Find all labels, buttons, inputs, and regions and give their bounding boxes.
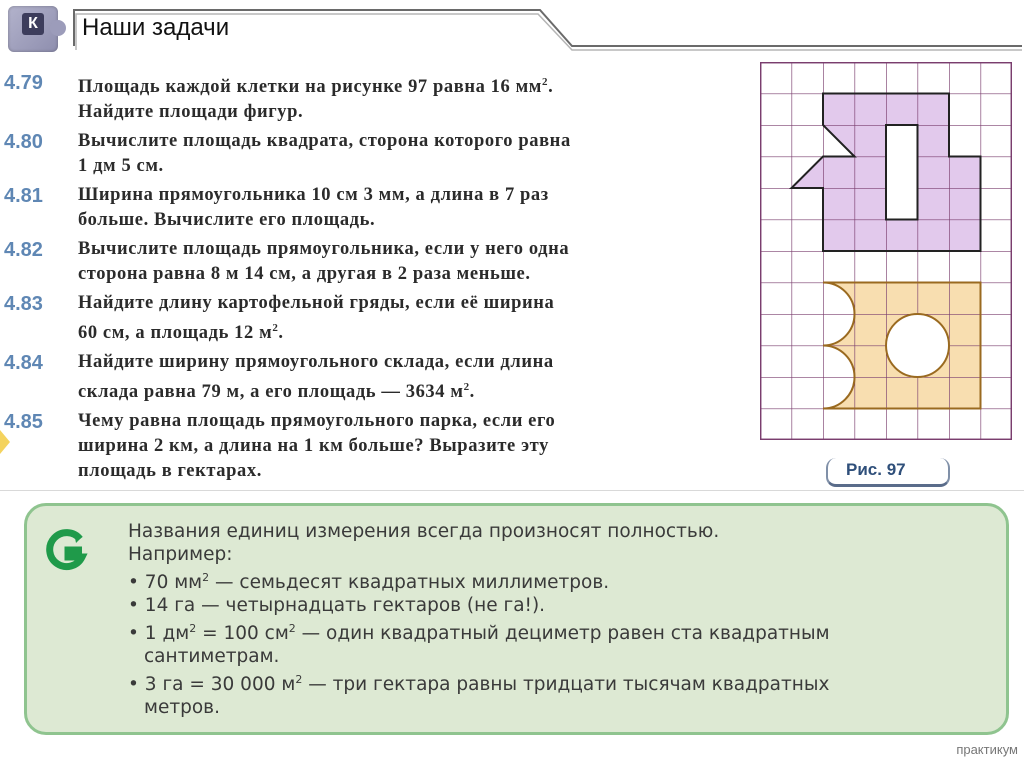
problem-line: Найдите длину картофельной гряды, если её ширина bbox=[78, 293, 555, 314]
problem-line: склада равна 79 м, а его площадь — 3634 м bbox=[78, 382, 464, 403]
superscript: 2 bbox=[541, 76, 549, 88]
punctuation: . bbox=[278, 323, 284, 344]
problem-line: Найдите ширину прямоугольного склада, если длина bbox=[78, 352, 554, 373]
header bbox=[0, 0, 1024, 62]
rule-logo-icon bbox=[44, 527, 88, 571]
problem-line: Вычислите площадь квадрата, сторона которого равна bbox=[78, 131, 571, 152]
problem-4-85 bbox=[4, 409, 744, 484]
problem-number: 4.80 bbox=[4, 131, 43, 154]
figure-caption: Рис. 97 bbox=[846, 460, 906, 479]
problem-line: Площадь каждой клетки на рисунке 97 равна 16 мм bbox=[78, 77, 542, 98]
problem-number: 4.79 bbox=[4, 72, 43, 94]
figure-97-grid bbox=[760, 62, 1012, 440]
problem-4-81 bbox=[4, 183, 744, 233]
purple-hole bbox=[886, 125, 918, 220]
problem-number: 4.83 bbox=[4, 293, 43, 316]
problem-line: ширина 2 км, а длина на 1 км больше? Выразите эту bbox=[78, 436, 549, 457]
badge-letter: К bbox=[22, 13, 44, 35]
problem-line: площадь в гектарах. bbox=[78, 461, 262, 482]
problem-number: 4.85 bbox=[4, 411, 43, 434]
problem-4-80 bbox=[4, 129, 744, 179]
problem-line: Ширина прямоугольника 10 см 3 мм, а длина в 7 раз bbox=[78, 185, 549, 206]
problem-line: 1 дм 5 см. bbox=[78, 156, 164, 177]
problem-4-84 bbox=[4, 350, 744, 405]
note-bullet-4-cont: метров. bbox=[144, 697, 220, 719]
orange-hole bbox=[886, 314, 949, 377]
rule-note-text bbox=[128, 520, 998, 719]
problem-line: Вычислите площадь прямоугольника, если у него одна bbox=[78, 239, 570, 260]
figure-caption-frame bbox=[826, 458, 950, 487]
decorative-marker bbox=[0, 430, 10, 454]
problem-number: 4.84 bbox=[4, 352, 43, 375]
note-intro: Названия единиц измерения всегда произносят полностью. bbox=[128, 521, 720, 542]
problem-line: Найдите площади фигур. bbox=[78, 102, 304, 123]
note-bullet-3-cont: сантиметрам. bbox=[144, 646, 280, 668]
section-badge bbox=[8, 6, 64, 52]
punctuation: . bbox=[469, 382, 475, 403]
note-bullet-4: • 3 га = 30 000 $м^2$ — три гектара равны тридцати тысячам квадратных bbox=[128, 673, 830, 696]
problem-line: больше. Вычислите его площадь. bbox=[78, 210, 376, 231]
problem-line: Чему равна площадь прямоугольного парка, если его bbox=[78, 411, 556, 432]
problem-number: 4.82 bbox=[4, 239, 43, 262]
superscript: 2 bbox=[272, 322, 279, 335]
problem-number: 4.81 bbox=[4, 185, 43, 208]
note-bullet-2: • 14 га — четырнадцать гектаров (не га!). bbox=[128, 595, 546, 617]
problem-4-83 bbox=[4, 291, 744, 346]
problem-4-82 bbox=[4, 237, 744, 287]
superscript: 2 bbox=[463, 381, 470, 394]
punctuation: . bbox=[548, 77, 554, 98]
footer-label: практикум bbox=[956, 742, 1018, 757]
problem-4-79 bbox=[4, 70, 744, 125]
page-title: Наши задачи bbox=[82, 14, 230, 41]
note-bullet-3: • 1 $дм^2 = 100$ $см^2$ — один квадратный дециметр равен ста квадратным bbox=[128, 622, 830, 645]
problem-list bbox=[4, 70, 744, 484]
note-example: Например: bbox=[128, 544, 233, 565]
problem-line: сторона равна 8 м 14 см, а другая в 2 раза меньше. bbox=[78, 264, 531, 285]
problem-line: 60 см, а площадь 12 м bbox=[78, 323, 273, 344]
note-bullet-1: • 70 $мм^2$ — семьдесят квадратных миллиметров. bbox=[128, 571, 610, 594]
divider bbox=[0, 490, 1024, 491]
